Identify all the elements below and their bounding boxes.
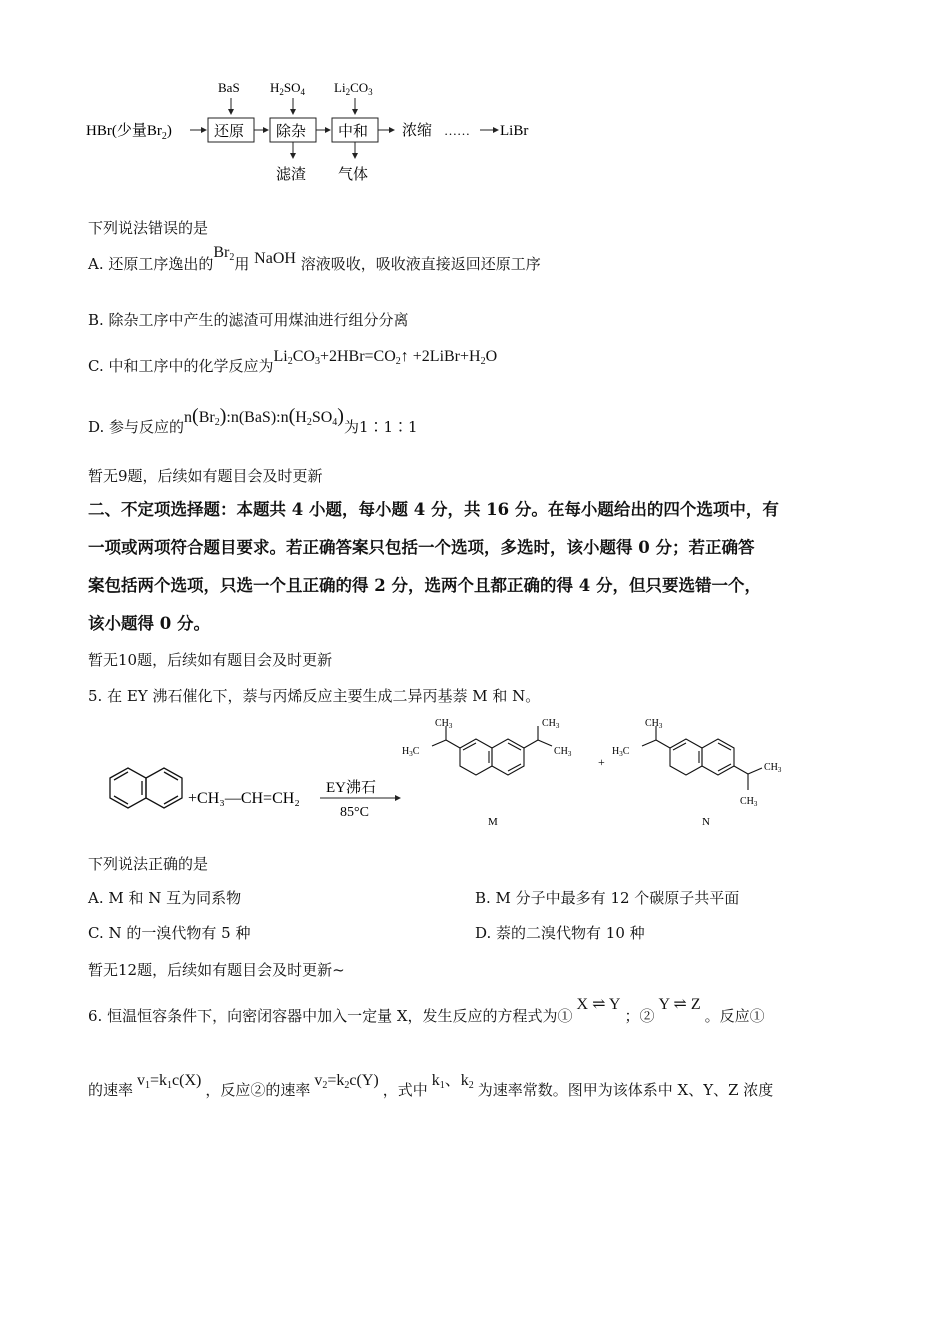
label-N: N xyxy=(702,816,710,828)
section2-line4: 该小题得 0 分。 xyxy=(88,614,210,633)
q6-line2: 的速率$v_1=k_1c(X)$，反应②的速率$v_2=k_2c(Y)$，式中$k_1$、$k_2$ 为速率常数。图甲为该体系中 X、Y、Z 浓度 xyxy=(88,1072,774,1099)
molecule-M-structure xyxy=(432,726,552,775)
flow-concentrate: 浓缩 xyxy=(402,123,433,139)
q5-option-d: D. 萘的二溴代物有 10 种 xyxy=(475,924,645,942)
output-residue: 滤渣 xyxy=(276,167,307,183)
reagent-bas: BaS xyxy=(218,80,240,95)
N-h3c-left: $H_3C$ xyxy=(612,746,630,758)
section2-line3: 案包括两个选项，只选一个且正确的得 2 分，选两个且都正确的得 4 分，但只要选错一个， xyxy=(88,576,761,595)
flow-dots: …… xyxy=(444,123,470,138)
M-ch3-top-right: $CH_3$ xyxy=(542,718,560,730)
rate-equation-2: $v_2=k_2c(Y)$ xyxy=(314,1072,379,1091)
N-ch3-right: $CH_3$ xyxy=(764,762,782,774)
q6-line1: 6. 恒温恒容条件下，向密闭容器中加入一定量 X，发生反应的方程式为①X ⇌ Y；②Y ⇌ Z。反应① xyxy=(88,996,765,1025)
equation-1: X ⇌ Y xyxy=(576,996,621,1013)
naphthalene-structure xyxy=(110,768,182,808)
notice-q10: 暂无10题，后续如有题目会及时更新 xyxy=(88,651,333,669)
formula-naoh: NaOH xyxy=(254,250,296,267)
notice-q9: 暂无9题，后续如有题目会及时更新 xyxy=(88,467,323,485)
q4-option-a: A. 还原工序逸出的$Br_2$用 NaOH 溶液吸收，吸收液直接返回还原工序 xyxy=(88,244,541,273)
rate-equation-1: $v_1=k_1c(X)$ xyxy=(137,1072,202,1091)
molecule-N-structure xyxy=(642,726,762,790)
output-gas: 气体 xyxy=(338,167,369,183)
q4-option-b: B. 除杂工序中产生的滤渣可用煤油进行组分分离 xyxy=(88,311,409,329)
q5-stem: 5. 在 EY 沸石催化下，萘与丙烯反应主要生成二异丙基萘 M 和 N。 xyxy=(88,687,541,705)
step-purify: 除杂 xyxy=(276,124,307,140)
M-ch3-top-left: $CH_3$ xyxy=(435,718,453,730)
rate-constants: $k_1$、$k_2$ xyxy=(431,1072,474,1091)
catalyst-label: EY沸石 xyxy=(326,780,376,796)
temperature-label: 85°C xyxy=(340,805,369,820)
q5-option-c: C. N 的一溴代物有 5 种 xyxy=(88,924,251,942)
q4-stem: 下列说法错误的是 xyxy=(88,219,209,237)
q5-ask: 下列说法正确的是 xyxy=(88,855,209,873)
equation-neutralize: $Li_2CO_3+2HBr=CO_2↑$ $+2LiBr+H_2O$ xyxy=(273,348,498,367)
step-reduce: 还原 xyxy=(214,124,245,140)
step-neutralize: 中和 xyxy=(338,124,369,140)
N-ch3-bottom: $CH_3$ xyxy=(740,796,758,808)
plus-sign: + xyxy=(598,755,605,769)
process-flow-diagram xyxy=(80,72,560,192)
mole-ratio-formula: $n(Br_2):n(BaS):n(H_2SO_4)$ xyxy=(184,405,344,428)
reagent-li2co3: $Li_2CO_3$ xyxy=(334,80,373,97)
flow-product: LiBr xyxy=(500,123,529,139)
flow-start: HBr(少量$Br_2$) xyxy=(86,123,172,142)
q5-option-b: B. M 分子中最多有 12 个碳原子共平面 xyxy=(475,889,740,907)
M-h3c-left: $H_3C$ xyxy=(402,746,420,758)
N-ch3-top: $CH_3$ xyxy=(645,718,663,730)
q4-option-d: D. 参与反应的$n(Br_2):n(BaS):n(H_2SO_4)$为1∶1∶1 xyxy=(88,405,418,436)
equation-2: Y ⇌ Z xyxy=(658,996,701,1013)
section2-line1: 二、不定项选择题：本题共 4 小题，每小题 4 分，共 16 分。在每小题给出的四个选项中，有 xyxy=(88,500,779,519)
M-ch3-right: $CH_3$ xyxy=(554,746,572,758)
q4-option-c: C. 中和工序中的化学反应为$Li_2CO_3+2HBr=CO_2↑$ $+2LiBr+H_2O$ xyxy=(88,348,498,375)
q5-option-a: A. M 和 N 互为同系物 xyxy=(88,889,242,907)
propene-formula: +CH₃—CH=CH₂ xyxy=(188,790,300,807)
label-M: M xyxy=(488,816,498,828)
notice-q12: 暂无12题，后续如有题目会及时更新~ xyxy=(88,961,345,979)
formula-br2: $Br_2$ xyxy=(213,244,235,263)
reaction-scheme xyxy=(80,710,820,840)
reagent-h2so4: $H_2SO_4$ xyxy=(270,80,306,97)
section2-line2: 一项或两项符合题目要求。若正确答案只包括一个选项，多选时，该小题得 0 分；若正确答 xyxy=(88,538,755,557)
